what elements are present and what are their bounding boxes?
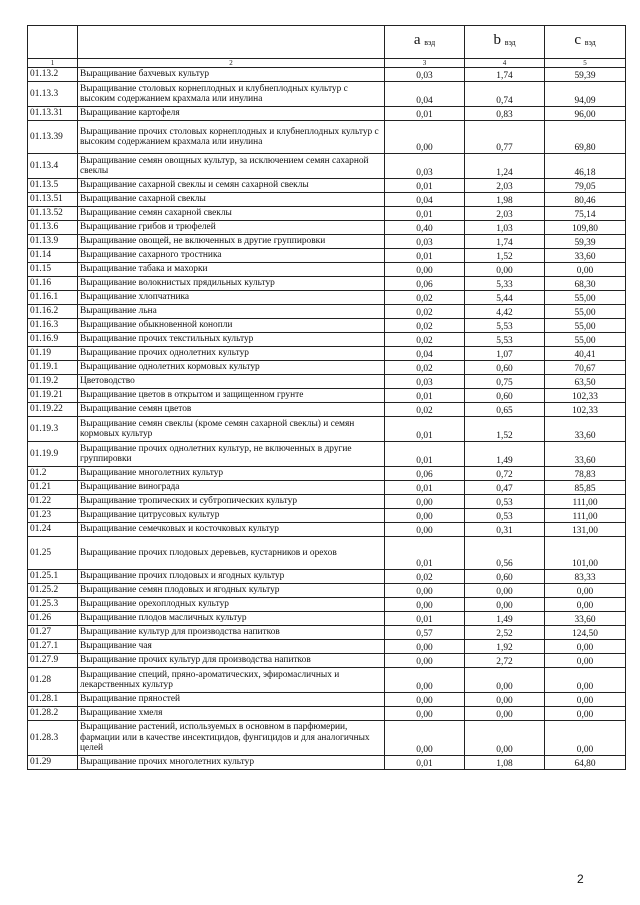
row-name: Цветоводство	[78, 375, 385, 389]
row-c-value: 33,60	[545, 249, 626, 263]
row-name: Выращивание цветов в открытом и защищенном грунте	[78, 389, 385, 403]
row-c-value: 68,30	[545, 277, 626, 291]
row-a-value: 0,00	[385, 495, 465, 509]
row-c-value: 0,00	[545, 263, 626, 277]
table-row	[28, 721, 626, 756]
header-c-sub: вэд	[584, 38, 596, 48]
table-row	[28, 291, 626, 305]
row-a-value: 0,00	[385, 640, 465, 654]
row-code: 01.19.1	[28, 361, 78, 375]
row-code: 01.13.5	[28, 179, 78, 193]
header-c-main: c	[574, 32, 582, 49]
row-a-value: 0,00	[385, 584, 465, 598]
row-a-value: 0,01	[385, 537, 465, 570]
row-code: 01.24	[28, 523, 78, 537]
column-index-row	[28, 59, 626, 68]
row-a-value: 0,01	[385, 107, 465, 121]
header-name-cell	[78, 26, 385, 59]
row-b-value: 2,72	[465, 654, 545, 668]
row-c-value: 0,00	[545, 654, 626, 668]
row-c-value: 131,00	[545, 523, 626, 537]
row-b-value: 1,98	[465, 193, 545, 207]
row-a-value: 0,04	[385, 82, 465, 107]
row-code: 01.25.3	[28, 598, 78, 612]
row-a-value: 0,06	[385, 467, 465, 481]
table-row	[28, 249, 626, 263]
table-row	[28, 654, 626, 668]
header-c-cell	[545, 26, 626, 59]
row-code: 01.19	[28, 347, 78, 361]
row-code: 01.13.31	[28, 107, 78, 121]
row-code: 01.19.3	[28, 417, 78, 442]
row-c-value: 94,09	[545, 82, 626, 107]
row-name: Выращивание семечковых и косточковых культур	[78, 523, 385, 537]
row-b-value: 5,44	[465, 291, 545, 305]
table-row	[28, 235, 626, 249]
row-c-value: 79,05	[545, 179, 626, 193]
column-index-3: 3	[385, 59, 465, 68]
row-code: 01.27	[28, 626, 78, 640]
row-code: 01.22	[28, 495, 78, 509]
row-name: Выращивание однолетних кормовых культур	[78, 361, 385, 375]
row-b-value: 1,52	[465, 417, 545, 442]
row-code: 01.28.3	[28, 721, 78, 756]
table-row	[28, 121, 626, 154]
row-c-value: 85,85	[545, 481, 626, 495]
table-row	[28, 537, 626, 570]
row-name: Выращивание орехоплодных культур	[78, 598, 385, 612]
table-row	[28, 207, 626, 221]
row-code: 01.23	[28, 509, 78, 523]
row-b-value: 0,00	[465, 598, 545, 612]
row-b-value: 0,00	[465, 721, 545, 756]
row-code: 01.25.2	[28, 584, 78, 598]
row-c-value: 64,80	[545, 756, 626, 770]
row-a-value: 0,03	[385, 154, 465, 179]
row-b-value: 1,07	[465, 347, 545, 361]
column-index-5: 5	[545, 59, 626, 68]
row-name: Выращивание табака и махорки	[78, 263, 385, 277]
row-a-value: 0,01	[385, 207, 465, 221]
row-a-value: 0,00	[385, 707, 465, 721]
row-a-value: 0,00	[385, 654, 465, 668]
row-code: 01.16.9	[28, 333, 78, 347]
table-row	[28, 305, 626, 319]
row-name: Выращивание хлопчатника	[78, 291, 385, 305]
table-row	[28, 389, 626, 403]
row-name: Выращивание овощей, не включенных в другие группировки	[78, 235, 385, 249]
row-a-value: 0,06	[385, 277, 465, 291]
row-b-value: 0,74	[465, 82, 545, 107]
row-c-value: 101,00	[545, 537, 626, 570]
row-b-value: 0,00	[465, 584, 545, 598]
row-c-value: 33,60	[545, 442, 626, 467]
row-name: Выращивание винограда	[78, 481, 385, 495]
row-name: Выращивание специй, пряно-ароматических, эфиромасличных и лекарственных культур	[78, 668, 385, 693]
table-row	[28, 584, 626, 598]
table-row	[28, 693, 626, 707]
table-row	[28, 612, 626, 626]
row-a-value: 0,01	[385, 612, 465, 626]
row-code: 01.19.21	[28, 389, 78, 403]
row-c-value: 59,39	[545, 68, 626, 82]
row-a-value: 0,01	[385, 249, 465, 263]
row-code: 01.13.39	[28, 121, 78, 154]
row-c-value: 40,41	[545, 347, 626, 361]
row-c-value: 80,46	[545, 193, 626, 207]
row-c-value: 63,50	[545, 375, 626, 389]
table-row	[28, 481, 626, 495]
header-b-cell	[465, 26, 545, 59]
table-row	[28, 179, 626, 193]
row-b-value: 0,31	[465, 523, 545, 537]
row-c-value: 0,00	[545, 598, 626, 612]
row-c-value: 55,00	[545, 333, 626, 347]
row-b-value: 0,65	[465, 403, 545, 417]
row-code: 01.27.1	[28, 640, 78, 654]
header-a-main: a	[413, 32, 421, 49]
table-row	[28, 277, 626, 291]
row-c-value: 55,00	[545, 291, 626, 305]
row-b-value: 0,53	[465, 495, 545, 509]
row-code: 01.26	[28, 612, 78, 626]
row-name: Выращивание прочих текстильных культур	[78, 333, 385, 347]
row-name: Выращивание прочих однолетних культур, не включенных в другие группировки	[78, 442, 385, 467]
row-name: Выращивание цитрусовых культур	[78, 509, 385, 523]
row-code: 01.28	[28, 668, 78, 693]
coefficients-table	[27, 25, 626, 770]
row-a-value: 0,00	[385, 263, 465, 277]
row-a-value: 0,00	[385, 509, 465, 523]
row-b-value: 5,33	[465, 277, 545, 291]
row-c-value: 0,00	[545, 640, 626, 654]
row-code: 01.15	[28, 263, 78, 277]
row-name: Выращивание семян цветов	[78, 403, 385, 417]
row-a-value: 0,00	[385, 693, 465, 707]
table-row	[28, 68, 626, 82]
row-code: 01.16.3	[28, 319, 78, 333]
row-b-value: 0,60	[465, 570, 545, 584]
table-row	[28, 509, 626, 523]
row-name: Выращивание прочих культур для производства напитков	[78, 654, 385, 668]
row-code: 01.21	[28, 481, 78, 495]
row-name: Выращивание бахчевых культур	[78, 68, 385, 82]
table-row	[28, 403, 626, 417]
table-row	[28, 319, 626, 333]
table-row	[28, 707, 626, 721]
row-c-value: 78,83	[545, 467, 626, 481]
row-a-value: 0,02	[385, 305, 465, 319]
table-row	[28, 333, 626, 347]
row-code: 01.19.9	[28, 442, 78, 467]
row-code: 01.19.22	[28, 403, 78, 417]
row-b-value: 1,03	[465, 221, 545, 235]
row-b-value: 1,49	[465, 612, 545, 626]
row-b-value: 1,49	[465, 442, 545, 467]
row-code: 01.16.1	[28, 291, 78, 305]
row-b-value: 0,00	[465, 707, 545, 721]
row-code: 01.16.2	[28, 305, 78, 319]
row-a-value: 0,03	[385, 375, 465, 389]
column-index-2: 2	[78, 59, 385, 68]
row-name: Выращивание растений, используемых в основном в парфюмерии, фармации или в качестве инсектицидов, фунгицидов и для аналогичных целей	[78, 721, 385, 756]
row-name: Выращивание плодов масличных культур	[78, 612, 385, 626]
row-code: 01.25.1	[28, 570, 78, 584]
row-name: Выращивание сахарной свеклы	[78, 193, 385, 207]
row-b-value: 1,08	[465, 756, 545, 770]
row-name: Выращивание столовых корнеплодных и клубнеплодных культур с высоким содержанием крахмала или инулина	[78, 82, 385, 107]
row-a-value: 0,01	[385, 481, 465, 495]
row-a-value: 0,02	[385, 361, 465, 375]
row-a-value: 0,40	[385, 221, 465, 235]
row-a-value: 0,02	[385, 403, 465, 417]
row-b-value: 0,00	[465, 693, 545, 707]
row-a-value: 0,01	[385, 417, 465, 442]
row-b-value: 0,47	[465, 481, 545, 495]
row-c-value: 46,18	[545, 154, 626, 179]
row-c-value: 83,33	[545, 570, 626, 584]
table-row	[28, 107, 626, 121]
row-code: 01.14	[28, 249, 78, 263]
row-c-value: 55,00	[545, 319, 626, 333]
table-body	[28, 26, 626, 770]
row-b-value: 0,56	[465, 537, 545, 570]
row-b-value: 0,53	[465, 509, 545, 523]
table-row	[28, 375, 626, 389]
row-c-value: 55,00	[545, 305, 626, 319]
header-b-sub: вэд	[504, 38, 516, 48]
row-name: Выращивание прочих многолетних культур	[78, 756, 385, 770]
row-c-value: 33,60	[545, 417, 626, 442]
row-c-value: 69,80	[545, 121, 626, 154]
row-c-value: 109,80	[545, 221, 626, 235]
header-code-cell	[28, 26, 78, 59]
row-code: 01.28.2	[28, 707, 78, 721]
row-code: 01.27.9	[28, 654, 78, 668]
table-row	[28, 263, 626, 277]
row-name: Выращивание семян овощных культур, за исключением семян сахарной свеклы	[78, 154, 385, 179]
row-name: Выращивание прочих плодовых и ягодных культур	[78, 570, 385, 584]
page-number: 2	[577, 872, 584, 886]
row-name: Выращивание многолетних культур	[78, 467, 385, 481]
row-code: 01.28.1	[28, 693, 78, 707]
table-row	[28, 154, 626, 179]
row-b-value: 0,72	[465, 467, 545, 481]
row-a-value: 0,02	[385, 570, 465, 584]
row-a-value: 0,57	[385, 626, 465, 640]
row-code: 01.13.3	[28, 82, 78, 107]
row-a-value: 0,00	[385, 721, 465, 756]
row-c-value: 33,60	[545, 612, 626, 626]
row-b-value: 1,74	[465, 235, 545, 249]
table-row	[28, 442, 626, 467]
row-a-value: 0,02	[385, 319, 465, 333]
table-row	[28, 361, 626, 375]
row-code: 01.2	[28, 467, 78, 481]
row-name: Выращивание культур для производства напитков	[78, 626, 385, 640]
row-name: Выращивание пряностей	[78, 693, 385, 707]
row-a-value: 0,03	[385, 68, 465, 82]
table-row	[28, 193, 626, 207]
row-code: 01.19.2	[28, 375, 78, 389]
row-a-value: 0,03	[385, 235, 465, 249]
table-row	[28, 640, 626, 654]
table-row	[28, 221, 626, 235]
row-b-value: 2,52	[465, 626, 545, 640]
row-a-value: 0,00	[385, 668, 465, 693]
table-row	[28, 668, 626, 693]
row-code: 01.13.51	[28, 193, 78, 207]
row-c-value: 111,00	[545, 509, 626, 523]
row-c-value: 0,00	[545, 584, 626, 598]
row-c-value: 0,00	[545, 707, 626, 721]
row-a-value: 0,01	[385, 389, 465, 403]
row-a-value: 0,00	[385, 523, 465, 537]
row-c-value: 96,00	[545, 107, 626, 121]
row-name: Выращивание сахарной свеклы и семян сахарной свеклы	[78, 179, 385, 193]
row-code: 01.13.6	[28, 221, 78, 235]
row-c-value: 75,14	[545, 207, 626, 221]
table-row	[28, 570, 626, 584]
row-b-value: 0,60	[465, 361, 545, 375]
column-index-1: 1	[28, 59, 78, 68]
row-name: Выращивание семян плодовых и ягодных культур	[78, 584, 385, 598]
row-c-value: 102,33	[545, 389, 626, 403]
table-row	[28, 756, 626, 770]
row-code: 01.25	[28, 537, 78, 570]
row-code: 01.13.4	[28, 154, 78, 179]
table-row	[28, 523, 626, 537]
row-b-value: 4,42	[465, 305, 545, 319]
row-a-value: 0,00	[385, 598, 465, 612]
table-row	[28, 417, 626, 442]
row-code: 01.13.9	[28, 235, 78, 249]
row-b-value: 0,00	[465, 668, 545, 693]
row-b-value: 0,00	[465, 263, 545, 277]
row-name: Выращивание семян свеклы (кроме семян сахарной свеклы) и семян кормовых культур	[78, 417, 385, 442]
row-name: Выращивание обыкновенной конопли	[78, 319, 385, 333]
table-row	[28, 626, 626, 640]
row-name: Выращивание хмеля	[78, 707, 385, 721]
row-a-value: 0,00	[385, 121, 465, 154]
row-a-value: 0,04	[385, 193, 465, 207]
row-b-value: 0,60	[465, 389, 545, 403]
row-c-value: 0,00	[545, 721, 626, 756]
row-name: Выращивание сахарного тростника	[78, 249, 385, 263]
row-c-value: 70,67	[545, 361, 626, 375]
row-code: 01.16	[28, 277, 78, 291]
row-name: Выращивание прочих столовых корнеплодных и клубнеплодных культур с высоким содержанием крахмала или инулина	[78, 121, 385, 154]
header-a-sub: вэд	[424, 38, 436, 48]
row-c-value: 59,39	[545, 235, 626, 249]
row-a-value: 0,02	[385, 333, 465, 347]
row-code: 01.29	[28, 756, 78, 770]
header-row	[28, 26, 626, 59]
row-name: Выращивание чая	[78, 640, 385, 654]
row-b-value: 0,75	[465, 375, 545, 389]
row-b-value: 2,03	[465, 207, 545, 221]
row-b-value: 1,74	[465, 68, 545, 82]
row-b-value: 0,83	[465, 107, 545, 121]
row-code: 01.13.2	[28, 68, 78, 82]
row-c-value: 0,00	[545, 693, 626, 707]
header-a-cell	[385, 26, 465, 59]
row-a-value: 0,01	[385, 442, 465, 467]
row-name: Выращивание прочих плодовых деревьев, кустарников и орехов	[78, 537, 385, 570]
table-row	[28, 467, 626, 481]
row-a-value: 0,01	[385, 756, 465, 770]
row-a-value: 0,02	[385, 291, 465, 305]
row-name: Выращивание тропических и субтропических культур	[78, 495, 385, 509]
table-row	[28, 82, 626, 107]
row-code: 01.13.52	[28, 207, 78, 221]
header-b-main: b	[493, 32, 501, 49]
row-b-value: 2,03	[465, 179, 545, 193]
row-a-value: 0,04	[385, 347, 465, 361]
row-a-value: 0,01	[385, 179, 465, 193]
row-c-value: 0,00	[545, 668, 626, 693]
row-b-value: 0,77	[465, 121, 545, 154]
row-name: Выращивание семян сахарной свеклы	[78, 207, 385, 221]
column-index-4: 4	[465, 59, 545, 68]
row-name: Выращивание волокнистых прядильных культур	[78, 277, 385, 291]
row-c-value: 102,33	[545, 403, 626, 417]
row-b-value: 1,92	[465, 640, 545, 654]
row-b-value: 1,52	[465, 249, 545, 263]
row-name: Выращивание картофеля	[78, 107, 385, 121]
row-b-value: 5,53	[465, 319, 545, 333]
table-row	[28, 495, 626, 509]
row-b-value: 1,24	[465, 154, 545, 179]
row-name: Выращивание грибов и трюфелей	[78, 221, 385, 235]
table-row	[28, 347, 626, 361]
row-c-value: 124,50	[545, 626, 626, 640]
table-row	[28, 598, 626, 612]
row-b-value: 5,53	[465, 333, 545, 347]
row-name: Выращивание льна	[78, 305, 385, 319]
row-name: Выращивание прочих однолетних культур	[78, 347, 385, 361]
row-c-value: 111,00	[545, 495, 626, 509]
